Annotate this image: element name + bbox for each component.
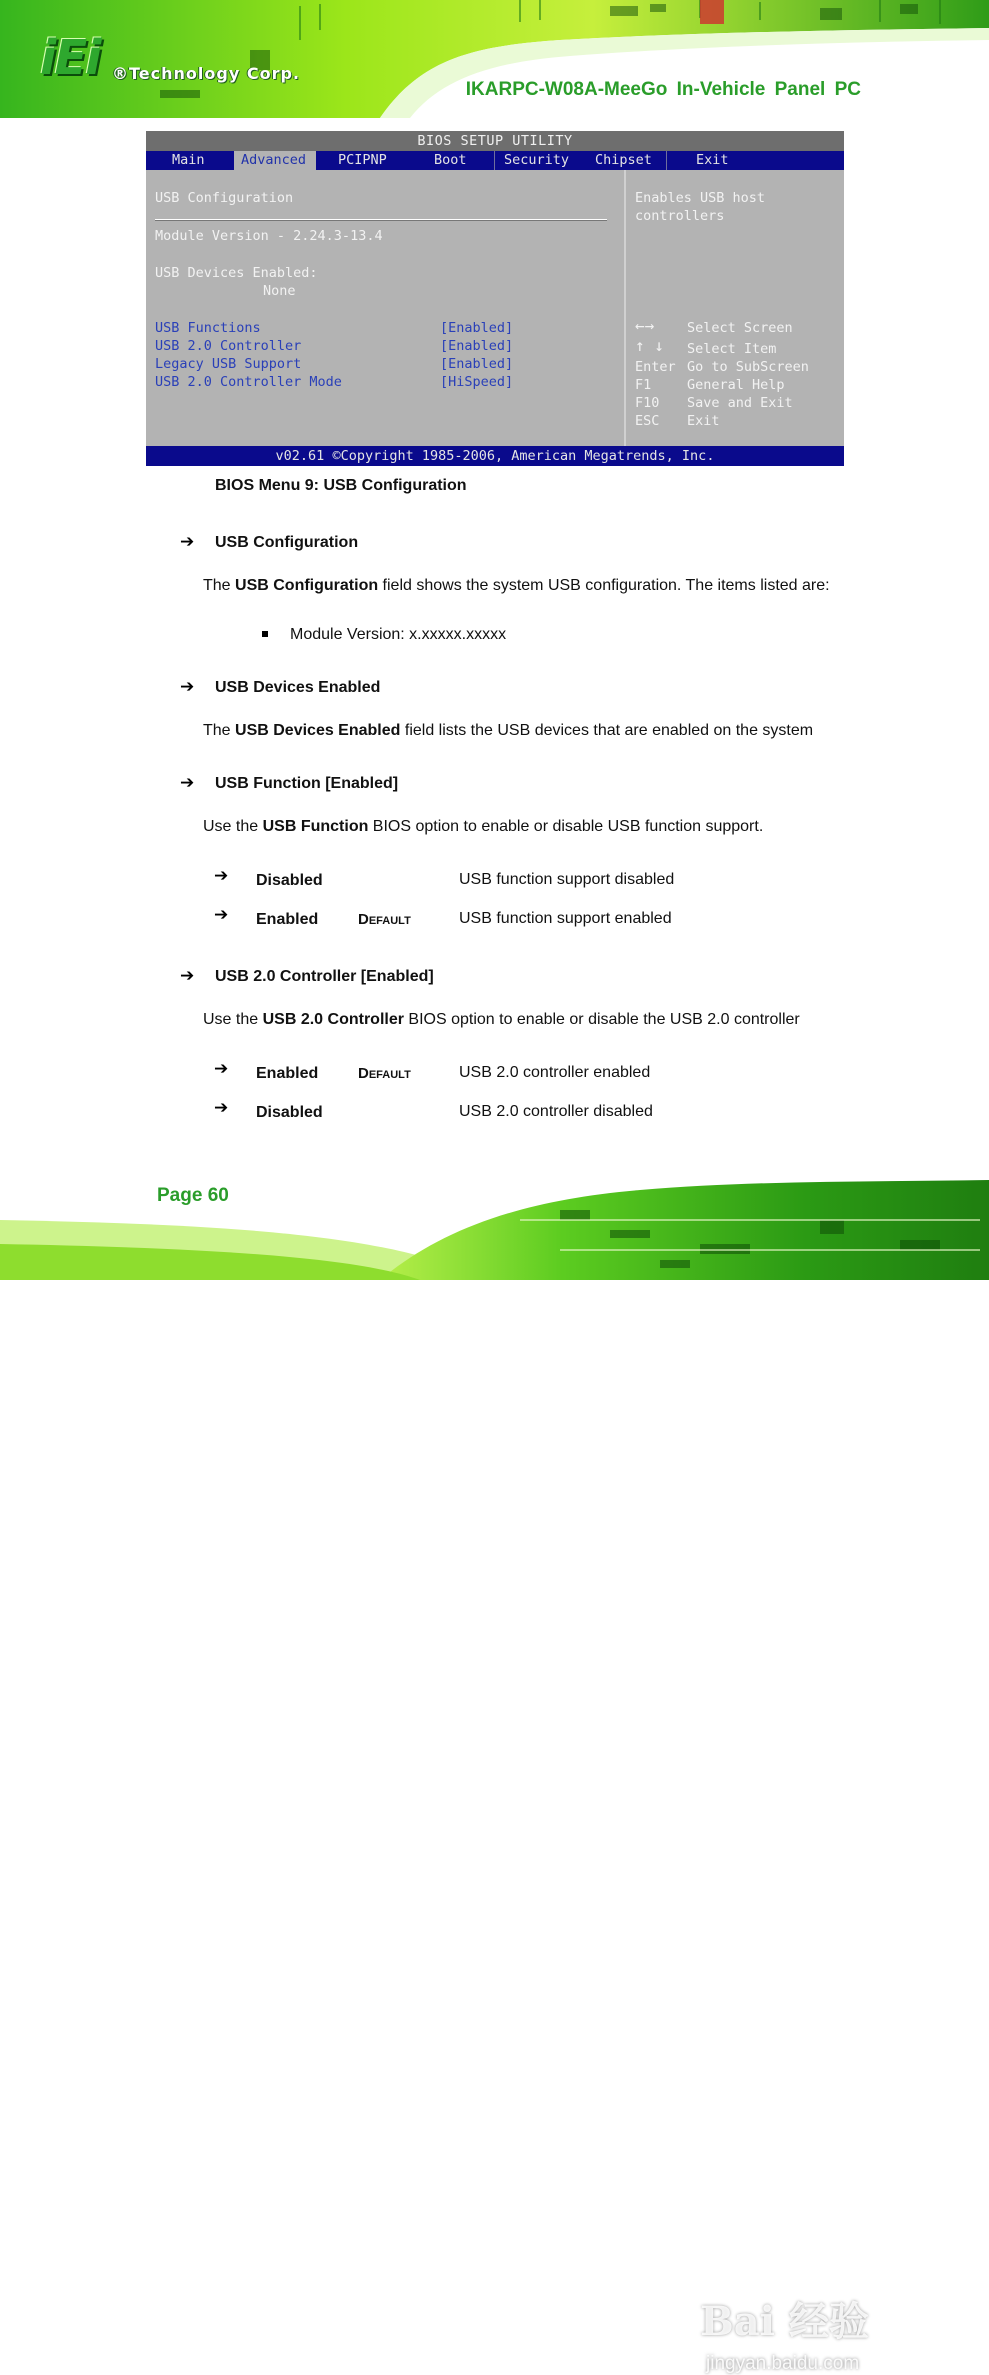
tab-boot[interactable]: Boot bbox=[434, 152, 467, 168]
bios-option-value[interactable]: [Enabled] bbox=[440, 320, 514, 336]
option-description: USB 2.0 controller disabled bbox=[459, 1103, 653, 1120]
arrow-right-icon: ➔ bbox=[214, 905, 229, 925]
bios-option-usb-functions[interactable]: USB Functions bbox=[155, 320, 261, 336]
bios-screen bbox=[146, 131, 844, 466]
paragraph: The USB Configuration field shows the system USB configuration. The items listed are: bbox=[203, 577, 830, 594]
default-label: Default bbox=[358, 1065, 411, 1082]
bios-option-value[interactable]: [Enabled] bbox=[440, 356, 514, 372]
arrow-right-icon: ➔ bbox=[180, 677, 195, 697]
bios-help-panel bbox=[624, 170, 844, 446]
bios-key-action: Save and Exit bbox=[687, 395, 793, 411]
tab-security[interactable]: Security bbox=[494, 151, 569, 170]
arrow-right-icon: ➔ bbox=[180, 966, 195, 986]
tab-chipset[interactable]: Chipset bbox=[595, 152, 652, 168]
bios-option-legacy-usb[interactable]: Legacy USB Support bbox=[155, 356, 302, 372]
section-heading: USB Function [Enabled] bbox=[215, 775, 399, 792]
arrow-right-icon: ➔ bbox=[180, 773, 195, 793]
section-heading: USB Devices Enabled bbox=[215, 679, 381, 696]
bios-option-value[interactable]: [Enabled] bbox=[440, 338, 514, 354]
arrows-up-down-icon: ↑ ↓ bbox=[635, 336, 664, 355]
logo-mark: iEi bbox=[40, 30, 100, 86]
bios-devices-label: USB Devices Enabled: bbox=[155, 265, 318, 281]
option-name: Disabled bbox=[256, 872, 323, 889]
paragraph: Use the USB Function BIOS option to enable or disable USB function support. bbox=[203, 818, 764, 835]
option-name: Disabled bbox=[256, 1104, 323, 1121]
bios-key-action: Exit bbox=[687, 413, 720, 429]
option-description: USB 2.0 controller enabled bbox=[459, 1064, 651, 1081]
bios-help-line: Enables USB host bbox=[635, 190, 766, 206]
header-banner bbox=[0, 0, 989, 118]
bios-key: ESC bbox=[635, 413, 660, 429]
tab-exit[interactable]: Exit bbox=[666, 151, 729, 170]
bios-option-value[interactable]: [HiSpeed] bbox=[440, 374, 514, 390]
bios-help-line: controllers bbox=[635, 208, 725, 224]
option-description: USB function support disabled bbox=[459, 871, 675, 888]
square-bullet-icon bbox=[262, 631, 268, 637]
bios-section-title: USB Configuration bbox=[155, 190, 294, 206]
footer-banner bbox=[0, 1140, 989, 2374]
bios-copyright-bar: v02.61 ©Copyright 1985-2006, American Megatrends, Inc. bbox=[146, 446, 844, 466]
paragraph: The USB Devices Enabled field lists the USB devices that are enabled on the system bbox=[203, 722, 814, 739]
paragraph: Use the USB 2.0 Controller BIOS option to enable or disable the USB 2.0 controller bbox=[203, 1011, 800, 1028]
tab-advanced[interactable]: Advanced bbox=[234, 151, 316, 170]
bios-module-version: Module Version - 2.24.3-13.4 bbox=[155, 228, 383, 244]
tab-pcipnp[interactable]: PCIPNP bbox=[338, 152, 387, 168]
baidu-watermark-url: jingyan.baidu.com bbox=[706, 2353, 860, 2374]
option-name: Enabled bbox=[256, 1065, 319, 1082]
iei-logo bbox=[40, 30, 300, 86]
bios-option-usb20-mode[interactable]: USB 2.0 Controller Mode bbox=[155, 374, 342, 390]
bios-title-bar: BIOS SETUP UTILITY bbox=[146, 131, 844, 151]
list-item: Module Version: x.xxxxx.xxxxx bbox=[290, 626, 507, 643]
bios-menu-tabs bbox=[146, 151, 844, 170]
document-title: IKARPC-W08A-MeeGo In-Vehicle Panel PC bbox=[465, 79, 861, 100]
arrows-left-right-icon: ←→ bbox=[635, 316, 655, 335]
logo-company-name: ®Technology Corp. bbox=[112, 64, 300, 83]
tab-main[interactable]: Main bbox=[172, 152, 205, 168]
bios-key-action: General Help bbox=[687, 377, 785, 393]
arrow-right-icon: ➔ bbox=[214, 1059, 229, 1079]
section-heading: USB 2.0 Controller [Enabled] bbox=[215, 968, 434, 985]
figure-caption: BIOS Menu 9: USB Configuration bbox=[215, 477, 467, 494]
arrow-right-icon: ➔ bbox=[214, 866, 229, 886]
bios-key-action: Select Item bbox=[687, 341, 777, 357]
bios-key: Enter bbox=[635, 359, 676, 375]
option-name: Enabled bbox=[256, 911, 319, 928]
bios-devices-value: None bbox=[263, 283, 296, 299]
bios-key: F10 bbox=[635, 395, 660, 411]
bios-divider bbox=[155, 219, 607, 221]
bios-key-action: Go to SubScreen bbox=[687, 359, 809, 375]
bios-key-action: Select Screen bbox=[687, 320, 793, 336]
bios-key: F1 bbox=[635, 377, 652, 393]
bios-options-panel bbox=[146, 170, 624, 446]
baidu-watermark: Bai 经验 bbox=[700, 2298, 869, 2345]
section-heading: USB Configuration bbox=[215, 534, 359, 551]
arrow-right-icon: ➔ bbox=[180, 532, 195, 552]
circuit-board-art bbox=[0, 1140, 989, 1280]
page-number: Page 60 bbox=[157, 1185, 229, 1206]
option-description: USB function support enabled bbox=[459, 910, 672, 927]
arrow-right-icon: ➔ bbox=[214, 1098, 229, 1118]
default-label: Default bbox=[358, 911, 411, 928]
bios-option-usb20-controller[interactable]: USB 2.0 Controller bbox=[155, 338, 302, 354]
